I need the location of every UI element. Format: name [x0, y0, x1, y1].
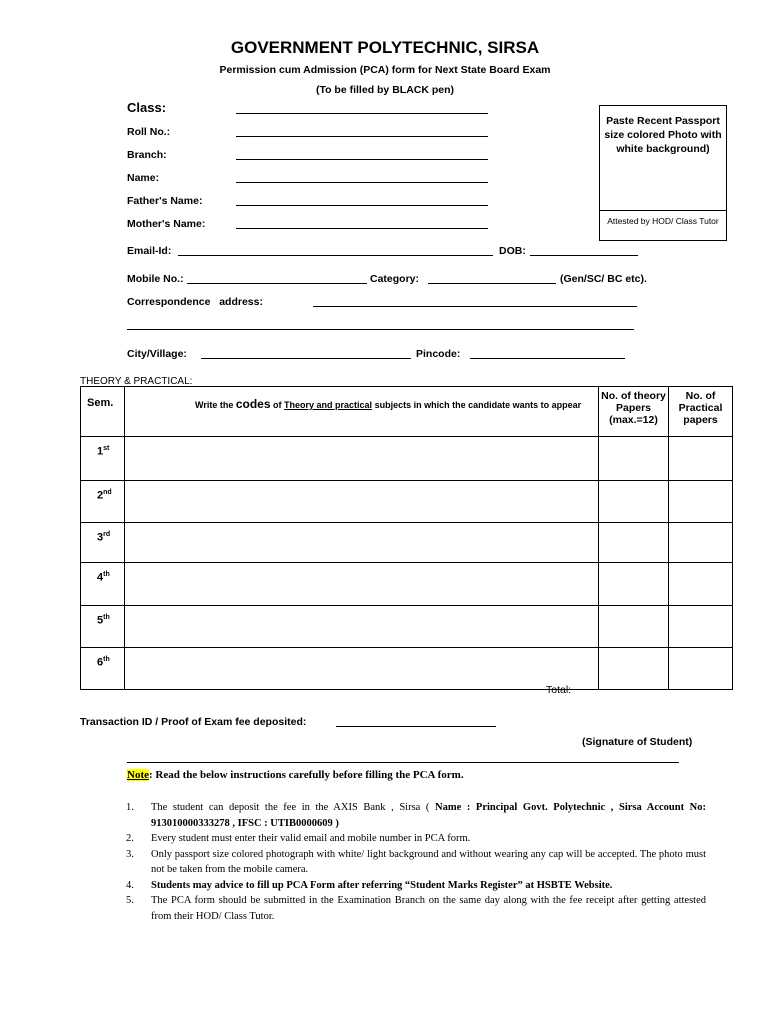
city-field[interactable]	[201, 358, 411, 359]
practical-count-cell[interactable]	[669, 481, 733, 523]
roll-field[interactable]	[236, 136, 488, 137]
photo-attest-note: Attested by HOD/ Class Tutor	[607, 216, 719, 226]
practical-count-cell[interactable]	[669, 606, 733, 648]
sem-number: 3rd	[97, 531, 111, 544]
codes-cell[interactable]	[125, 481, 599, 523]
theory-header-cell	[599, 387, 669, 437]
mobile-label: Mobile No.:	[127, 273, 184, 285]
branch-label: Branch:	[127, 149, 167, 161]
codes-cell[interactable]	[125, 606, 599, 648]
class-label: Class:	[127, 100, 167, 115]
mother-name-label: Mother's Name:	[127, 218, 206, 230]
sem-cell	[81, 481, 125, 523]
category-hint: (Gen/SC/ BC etc).	[560, 273, 647, 285]
theory-count-cell[interactable]	[599, 437, 669, 481]
photo-instruction: Paste Recent Passport size colored Photo with white background)	[604, 115, 722, 155]
subjects-table	[80, 386, 733, 690]
sem-header-cell	[81, 387, 125, 437]
codes-header-of: of	[270, 400, 285, 410]
sem-number: 4th	[97, 571, 110, 584]
instruction-item: 5. The PCA form should be submitted in the Examination Branch on the same day along with the fee receipt after getting attested from their HOD/ Class Tutor.	[126, 895, 706, 922]
note-line	[127, 769, 464, 781]
pincode-field[interactable]	[470, 358, 625, 359]
codes-cell[interactable]	[125, 563, 599, 606]
instruction-item: 3. Only passport size colored photograph with white/ light background and without wearing any cap will be accepted. The photo must not be taken from the mobile camera.	[126, 848, 706, 875]
email-label: Email-Id:	[127, 245, 172, 257]
sem-cell	[81, 606, 125, 648]
theory-count-cell[interactable]	[599, 523, 669, 563]
category-label: Category:	[370, 273, 420, 285]
dob-field[interactable]	[530, 255, 638, 256]
practical-header-cell	[669, 387, 733, 437]
note-text: : Read the below instructions carefully before filling the PCA form.	[149, 769, 464, 781]
codes-cell[interactable]	[125, 648, 599, 690]
practical-count-cell[interactable]	[669, 563, 733, 606]
table-row	[81, 523, 733, 563]
table-row	[81, 437, 733, 481]
class-field[interactable]	[236, 113, 488, 114]
theory-header: No. of theory Papers (max.=12)	[601, 390, 666, 426]
sem-cell	[81, 437, 125, 481]
practical-count-cell[interactable]	[669, 437, 733, 481]
instruction-item: 1. The student can deposit the fee in the AXIS Bank , Sirsa ( Name : Principal Govt. Polytechnic , Sirsa Account No: 913010000333278 , IFSC : UTIB0000609 )	[126, 802, 706, 829]
codes-cell[interactable]	[125, 523, 599, 563]
form-subtitle: Permission cum Admission (PCA) form for Next State Board Exam	[219, 64, 551, 76]
codes-cell[interactable]	[125, 437, 599, 481]
section-label: THEORY & PRACTICAL:	[80, 376, 193, 387]
transaction-field[interactable]	[336, 726, 496, 727]
branch-field[interactable]	[236, 159, 488, 160]
theory-count-cell[interactable]	[599, 481, 669, 523]
table-row	[81, 648, 733, 690]
sem-number: 2nd	[97, 489, 112, 502]
category-field[interactable]	[428, 283, 556, 284]
address-field-line2[interactable]	[127, 329, 634, 330]
signature-label: (Signature of Student)	[582, 736, 693, 748]
address-label: Correspondence address:	[127, 296, 263, 308]
codes-header-pre: Write the	[195, 400, 236, 410]
address-field-line1[interactable]	[313, 306, 637, 307]
city-label: City/Village:	[127, 348, 187, 360]
sem-number: 5th	[97, 614, 110, 627]
photo-divider	[600, 210, 726, 211]
separator-line	[127, 762, 679, 763]
total-label: Total:	[546, 684, 572, 696]
form-title: GOVERNMENT POLYTECHNIC, SIRSA	[230, 38, 540, 57]
note-label: Note	[127, 769, 149, 781]
table-row	[81, 606, 733, 648]
father-name-field[interactable]	[236, 205, 488, 206]
practical-count-cell[interactable]	[669, 648, 733, 690]
codes-header-codes: codes	[235, 397, 271, 411]
theory-count-cell[interactable]	[599, 606, 669, 648]
codes-header	[125, 387, 598, 411]
photo-box	[599, 105, 727, 241]
father-name-label: Father's Name:	[127, 195, 203, 207]
sem-cell	[81, 523, 125, 563]
mobile-field[interactable]	[187, 283, 367, 284]
codes-header-post: subjects in which the candidate wants to appear	[372, 400, 582, 410]
dob-label: DOB:	[499, 245, 526, 257]
instruction-item: 4. Students may advice to fill up PCA Form after referring “Student Marks Register” at HSBTE Website.	[126, 879, 613, 891]
codes-header-cell	[125, 387, 599, 437]
mother-name-field[interactable]	[236, 228, 488, 229]
transaction-label: Transaction ID / Proof of Exam fee deposited:	[80, 716, 307, 728]
sem-number: 6th	[97, 656, 110, 669]
sem-number: 1st	[97, 445, 110, 458]
sem-header: Sem.	[87, 397, 114, 409]
codes-header-tp: Theory and practical	[284, 400, 373, 410]
table-header-row	[81, 387, 733, 437]
theory-count-cell[interactable]	[599, 563, 669, 606]
sem-cell	[81, 563, 125, 606]
instructions-list	[126, 800, 706, 924]
name-field[interactable]	[236, 182, 488, 183]
table-row	[81, 481, 733, 523]
table-row	[81, 563, 733, 606]
theory-count-cell[interactable]	[599, 648, 669, 690]
name-label: Name:	[127, 172, 160, 184]
email-field[interactable]	[178, 255, 493, 256]
pincode-label: Pincode:	[416, 348, 461, 360]
practical-header: No. of Practical papers	[678, 390, 723, 426]
instruction-item: 2. Every student must enter their valid email and mobile number in PCA form.	[126, 833, 471, 844]
practical-count-cell[interactable]	[669, 523, 733, 563]
pen-instruction: (To be filled by BLACK pen)	[315, 84, 455, 96]
sem-cell	[81, 648, 125, 690]
roll-label: Roll No.:	[127, 126, 171, 138]
